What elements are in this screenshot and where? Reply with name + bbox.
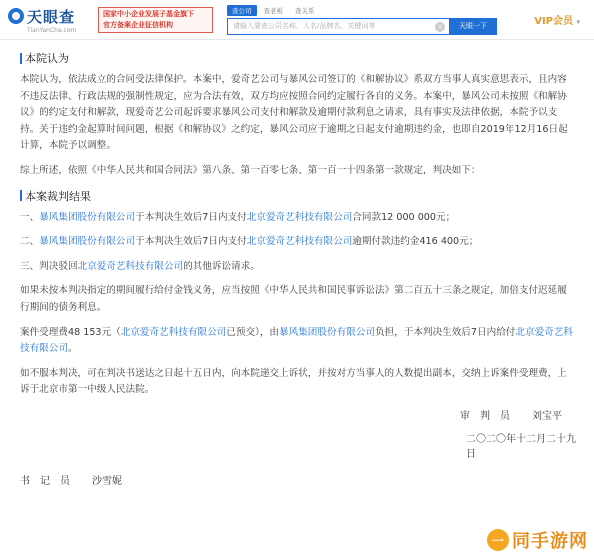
logo-text: 天眼查 (27, 7, 76, 26)
company-link-baofeng[interactable]: 暴风集团股份有限公司 (39, 236, 136, 248)
company-link-iqiyi[interactable]: 北京爱奇艺科技有限公司 (120, 326, 227, 338)
result-item-3-tail: 的其他诉讼请求。 (183, 260, 260, 272)
result-item-3-prefix: 三、判决驳回 (20, 260, 78, 272)
interest-paragraph: 如果未按本判决指定的期间履行给付金钱义务，应当按照《中华人民共和国民事诉讼法》第二百五十三条之规定，加倍支付迟延履行期间的债务利息。 (20, 285, 567, 313)
judge-signature (460, 407, 576, 422)
judgment-date (466, 430, 576, 460)
search-placeholder: 请输入要查公司名称、人名/品牌名、关键词等 (233, 22, 376, 30)
company-link-iqiyi[interactable]: 北京爱奇艺科技有限公司 (77, 260, 184, 272)
search-input[interactable] (227, 18, 449, 35)
judge-title: 审 判 员 (460, 410, 510, 422)
result-item-1-prefix: 一、 (20, 211, 40, 223)
company-link-iqiyi[interactable]: 北京爱奇艺科技有限公司 (20, 326, 573, 355)
fee-mid: 已预交），由 (226, 326, 280, 338)
clerk-name: 沙雪妮 (92, 475, 122, 487)
promo-line-2: 官方备案企业征信机构 (103, 20, 173, 29)
watermark (487, 527, 588, 553)
company-link-iqiyi[interactable]: 北京爱奇艺科技有限公司 (246, 211, 353, 223)
section-title-court-opinion: 本院认为 (20, 50, 576, 66)
company-link-iqiyi[interactable]: 北京爱奇艺科技有限公司 (246, 236, 353, 248)
promo-line-1: 国家中小企业发展子基金旗下 (103, 9, 194, 18)
section-title-judgment-result: 本案裁判结果 (20, 188, 576, 204)
watermark-badge-icon: 一 (487, 529, 509, 551)
company-link-baofeng[interactable]: 暴风集团股份有限公司 (279, 326, 375, 338)
site-logo[interactable] (8, 6, 92, 34)
result-item-1 (20, 210, 576, 227)
promo-banner[interactable] (98, 7, 213, 33)
fee-paragraph (20, 325, 576, 358)
result-item-3 (20, 259, 576, 276)
search-button[interactable]: 天眼一下 (449, 18, 497, 35)
judge-name: 刘宝平 (532, 410, 562, 422)
clear-icon[interactable]: × (435, 22, 445, 32)
result-item-2-prefix: 二、 (20, 236, 40, 248)
result-item-2-tail: 逾期付款违约金416 400元； (352, 236, 479, 248)
company-link-baofeng[interactable]: 暴风集团股份有限公司 (39, 211, 136, 223)
result-item-2-mid: 于本判决生效后7日内支付 (135, 236, 247, 248)
chevron-down-icon: ▾ (576, 18, 580, 26)
logo-subtitle: TianYanCha.com (27, 26, 77, 34)
fee-tail: 。 (67, 343, 78, 355)
judgment-document (0, 40, 594, 487)
clerk-signature (20, 472, 576, 487)
watermark-text: 同手游网 (512, 531, 588, 552)
result-item-2 (20, 234, 576, 251)
site-header (0, 0, 594, 40)
fee-mid-2: 负担，于本判决生效后7日内给付 (374, 326, 516, 338)
tab-company[interactable]: 查公司 (227, 5, 257, 16)
fee-prefix: 案件受理费48 153元（ (20, 326, 121, 338)
date-text: 二〇二〇年十二月二十九日 (466, 433, 576, 460)
tab-relation[interactable]: 查关系 (295, 6, 315, 15)
summary-paragraph: 综上所述，依照《中华人民共和国合同法》第八条、第一百零七条、第一百一十四条第一款规定，判决如下： (20, 164, 481, 176)
tab-boss[interactable]: 查老板 (263, 6, 283, 15)
search-tabs (227, 5, 497, 16)
search-area (227, 5, 497, 35)
vip-label: VIP会员 (534, 16, 573, 27)
appeal-paragraph: 如不服本判决，可在判决书送达之日起十五日内，向本院递交上诉状，并按对方当事人的人数提出副本，交纳上诉案件受理费，上诉于北京市第一中级人民法院。 (20, 367, 567, 396)
vip-menu[interactable] (534, 12, 580, 27)
clerk-title: 书 记 员 (20, 475, 70, 487)
result-item-1-mid: 于本判决生效后7日内支付 (135, 211, 247, 223)
result-item-1-tail: 合同款12 000 000元； (352, 211, 456, 223)
eye-logo-icon (8, 8, 24, 24)
court-opinion-paragraph: 本院认为，依法成立的合同受法律保护。本案中，爱奇艺公司与暴风公司签订的《和解协议》系双方当事人真实意思表示，且内容不违反法律、行政法规的强制性规定，应为合法有效，双方均应按照合同约定履行各自的义务。本案中，暴风公司未按照《和解协议》的约定支付和解款，现爱奇艺公司起诉要求暴风公司支付和解款及逾期付款利息之请求，具有事实及法律依据，本院予以支持。关于违约金起算时间问题，根据《和解协议》之约定，暴风公司应于逾期之日起支付逾期违约金，也即自2019年12月16日起计算，本院予以调整。 (20, 74, 568, 152)
